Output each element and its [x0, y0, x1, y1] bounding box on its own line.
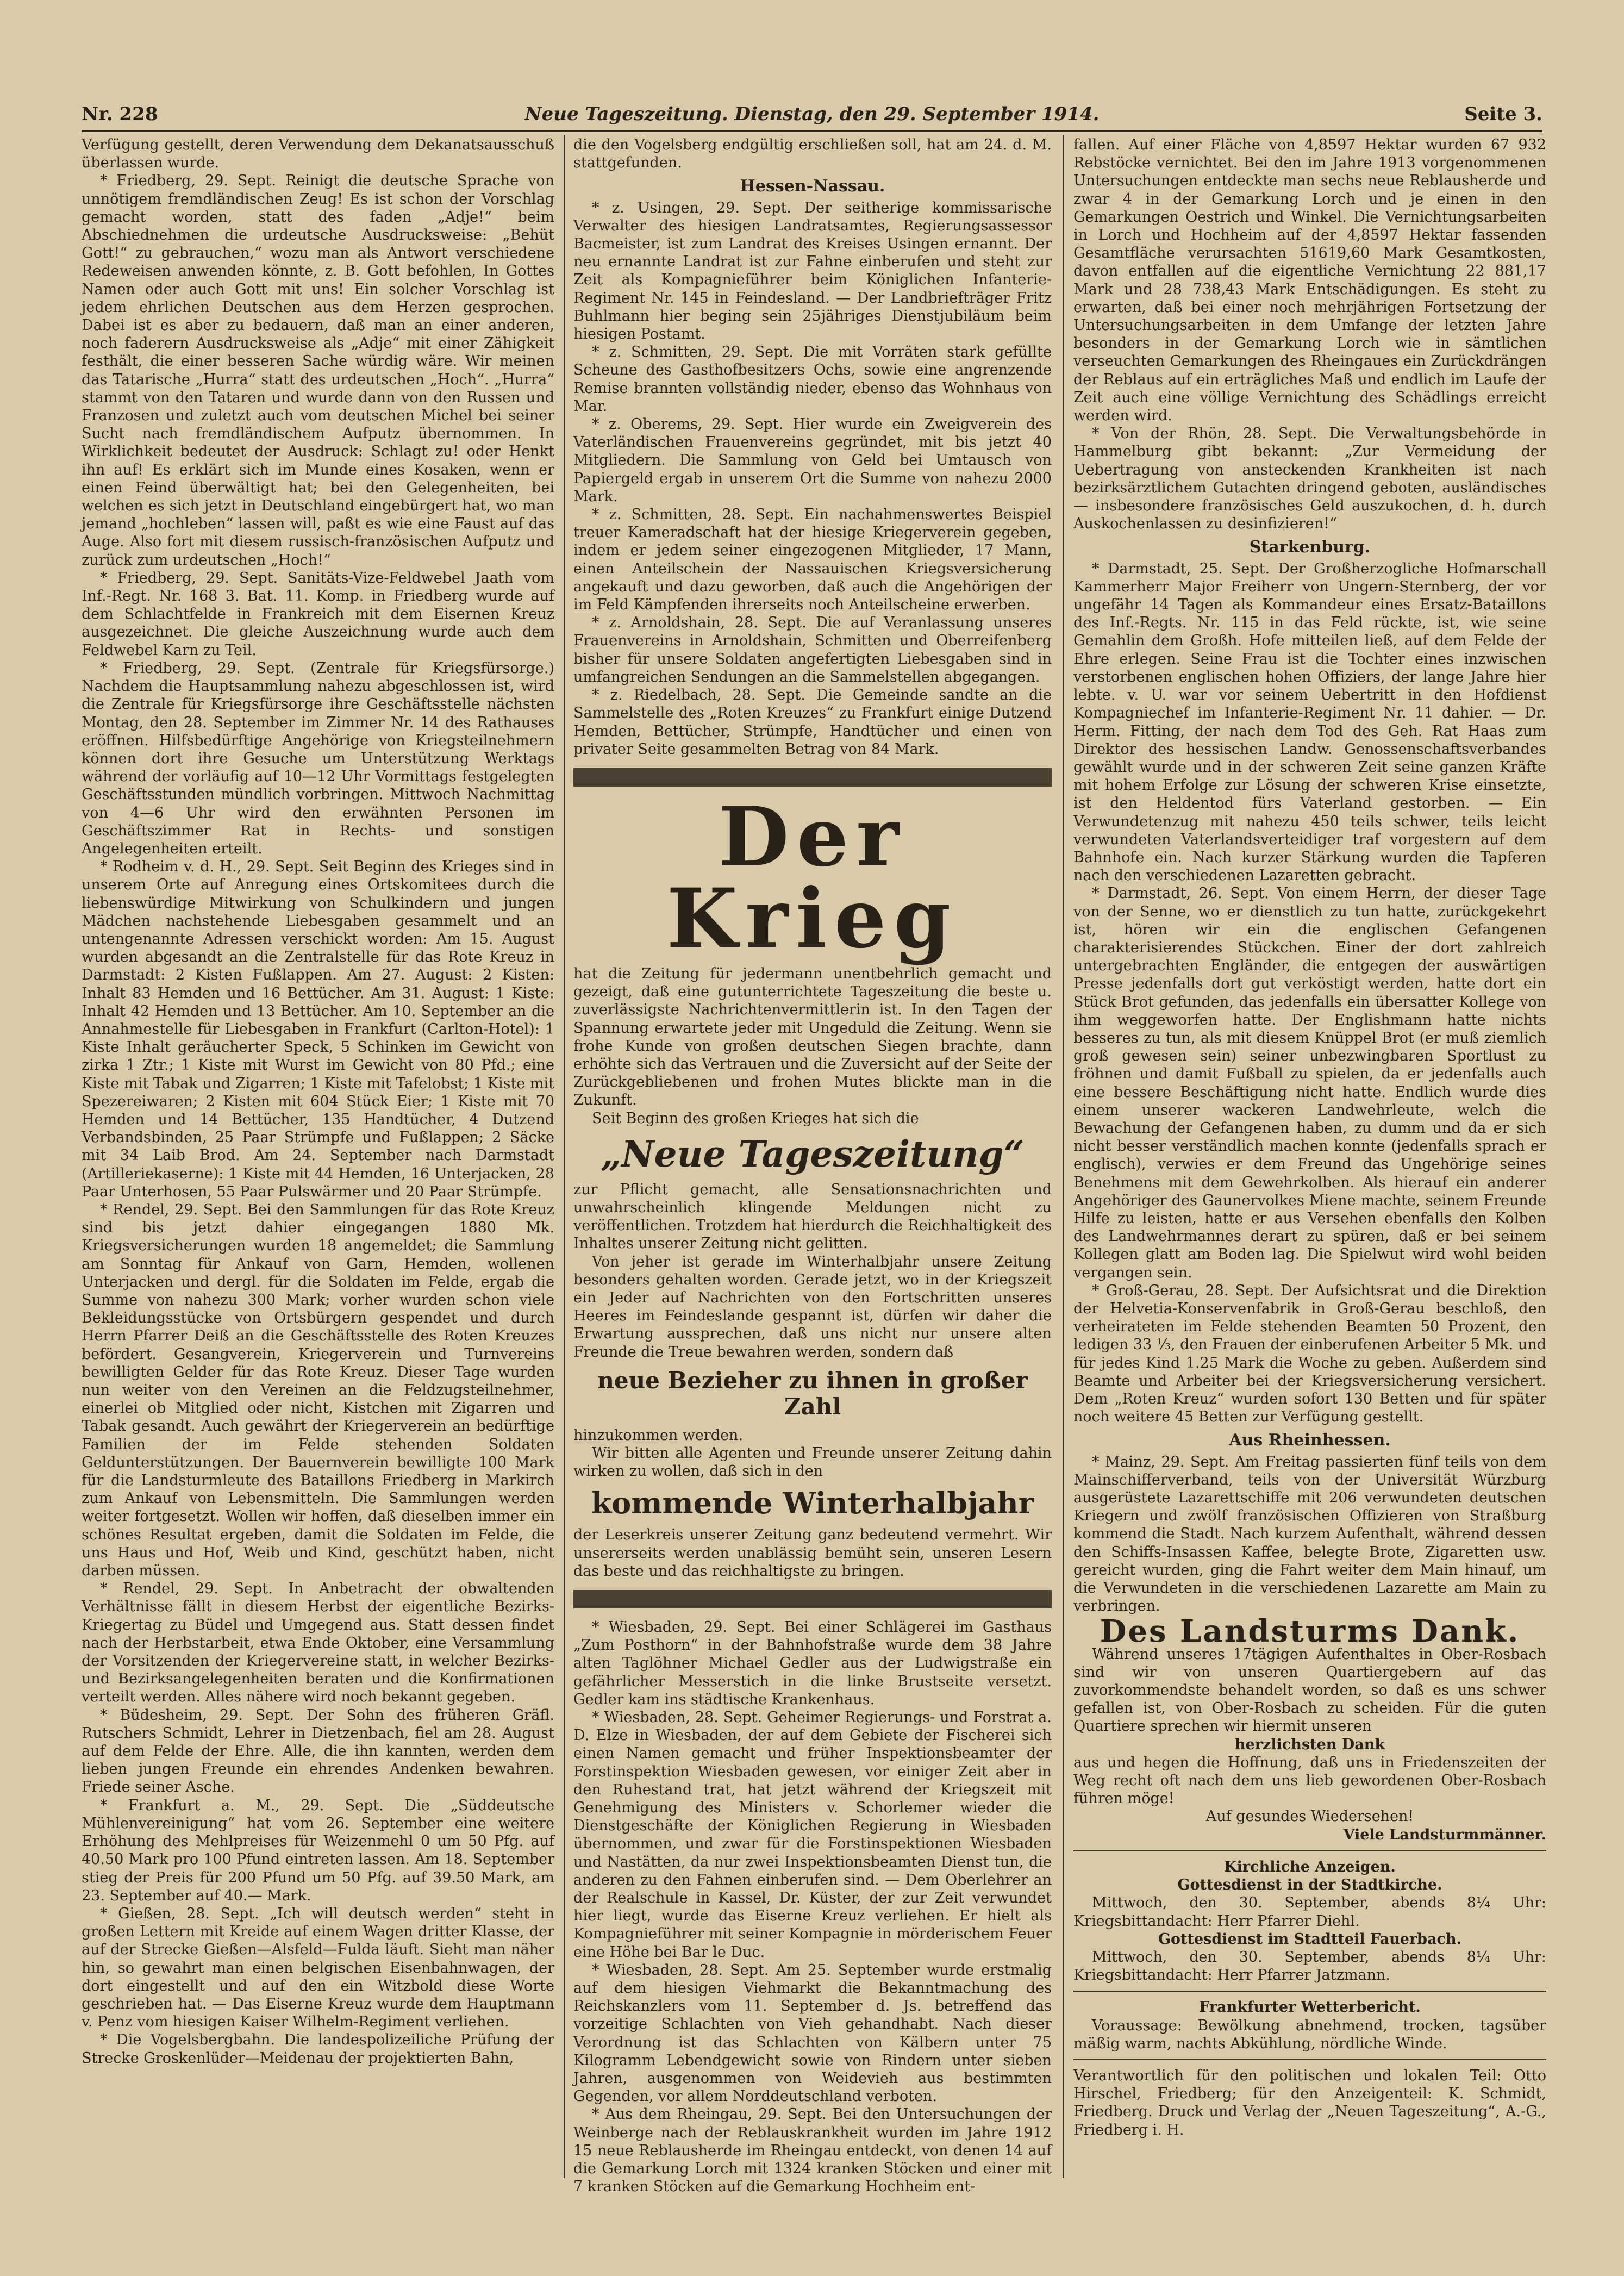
divider: [1073, 1991, 1546, 1992]
article-text: * Friedberg, 29. Sept. (Zentrale für Kriegsfürsorge.) Nachdem die Hauptsammlung nahezu abgeschlossen ist, wird die Zentrale für Kriegsfürsorge ihre Geschäftsstelle nächsten Montag, den 28. September im Zimmer Nr. 14 des Rathauses eröffnen. Hilfsbedürftige Angehörige von Kriegsteilnehmern können dort ihre Gesuche um Unterstützung Werktags während der vorläufig auf 10—12 Uhr Vormittags festgelegten Geschäftsstunden mündlich vorbringen. Mittwoch Nachmittag von 4—6 Uhr wird den erwähnten Personen im Geschäftszimmer Rat in Rechts- und sonstigen Angelegenheiten erteilt.: [82, 659, 554, 857]
weather-text: Voraussage: Bewölkung abnehmend, trocken, tagsüber mäßig warm, nachts Abkühlung, nördliche Winde.: [1073, 2017, 1546, 2052]
divider: [1073, 2059, 1546, 2060]
church-subheading: Gottesdienst im Stadtteil Fauerbach.: [1158, 1930, 1462, 1948]
article-text: * Aus dem Rheingau, 29. Sept. Bei den Untersuchungen der Weinberge nach der Reblauskrankheit wurden im Jahre 1912 15 neue Reblausherde im Rheingau entdeckt, von denen 14 auf die Gemarkung Lorch mit 1324 kranken Stöcken und einer mit 7 kranken Stöcken auf die Gemarkung Hochheim ent-: [573, 2106, 1052, 2196]
divider: [1073, 1850, 1546, 1851]
article-text: * Groß-Gerau, 28. Sept. Der Aufsichtsrat und die Direktion der Helvetia-Konservenfabrik in Groß-Gerau beschloß, den verheirateten im Felde stehenden Beamten 50 Prozent, den ledigen 33 ⅓, den Frauen der einberufenen Arbeiter 5 Mk. und für jedes Kind 1.25 Mark die Woche zu geben. Außerdem sind Beamte und Arbeiter bei der Kriegsversicherung versichert. Dem „Roten Kreuz“ wurden sofort 130 Betten und für später noch weitere 45 Betten zur Verfügung gestellt.: [1073, 1282, 1546, 1426]
issue-number: Nr. 228: [82, 103, 158, 125]
ad-border-bottom: [573, 1590, 1052, 1608]
page-header: [82, 103, 1542, 127]
article-text: * Gießen, 28. Sept. „Ich will deutsch werden“ steht in großen Lettern mit Kreide auf einem Wagen dritter Klasse, der auf der Strecke Gießen—Alsfeld—Fulda läuft. Sieht man näher hin, so gewahrt man einen belgischen Eisenbahnwagen, der dort eingestellt und auf den ein Witzbold diese Worte geschrieben hat. — Das Eiserne Kreuz wurde dem Hauptmann v. Penz vom hiesigen Kaiser Wilhelm-Regiment verliehen.: [82, 1905, 554, 2031]
ad-headline: Der Krieg: [666, 789, 959, 966]
article-text: * z. Schmitten, 28. Sept. Ein nachahmenswertes Beispiel treuer Kameradschaft hat der hiesige Kriegerverein gegeben, indem er jedem seiner eingezogenen Mitglieder, 17 Mann, einen Anteilschein der Nassauischen Kriegsversicherung angekauft und dazu geworben, daß auch die Angehörigen der im Feld Kämpfenden ihrerseits noch Anteilscheine erwerben.: [573, 506, 1052, 614]
church-text: Mittwoch, den 30. September, abends 8¼ Uhr: Kriegsbittandacht: Herr Pfarrer Diehl.: [1073, 1894, 1546, 1930]
article-text: * Rendel, 29. Sept. Bei den Sammlungen für das Rote Kreuz sind bis jetzt dahier eingegangen 1880 Mk. Kriegsversicherungen wurden 18 angemeldet; die Sammlung am Sonntag für Ankauf von Garn, Hemden, wollenen Unterjacken und dergl. für die Soldaten im Felde, ergab die Summe von nahezu 300 Mark; vorher wurden schon viele Bekleidungsstücke von Ortsbürgern gespendet und durch Herrn Pfarrer Deiß an die Geschäftsstelle des Roten Kreuzes befördert. Gesangverein, Kriegerverein und Turnvereins bewilligten Gelder für das Rote Kreuz. Dieser Tage wurden nun weiter von den Vereinen an die Feldzugsteilnehmer, einerlei ob Mitglied oder nicht, Kistchen mit Zigarren und Tabak gesandt. Auch gewährt der Kriegerverein an bedürftige Familien der im Felde stehenden Soldaten Geldunterstützungen. Der Bauernverein bewilligte 100 Mark für die Landsturmleute des Bataillons Friedberg in Markirch zum Ankauf von Lebensmitteln. Die Sammlungen werden weiter fortgesetzt. Wollen wir hoffen, daß dieselben immer ein schönes Resultat ergeben, damit die Soldaten im Felde, die uns Haus und Hof, Weib und Kind, geschützt haben, nicht darben müssen.: [82, 1201, 554, 1580]
ad-winter-line: kommende Winterhalbjahr: [591, 1486, 1034, 1521]
header-rule: [82, 130, 1542, 132]
article-text: die den Vogelsberg endgültig erschließen soll, hat am 24. d. M. stattgefunden.: [573, 136, 1052, 172]
article-text: Verfügung gestellt, deren Verwendung dem Dekanatsausschuß überlassen wurde.: [82, 136, 554, 172]
dank-emphasis: herzlichsten Dank: [1234, 1736, 1385, 1753]
section-heading: Starkenburg.: [1249, 538, 1371, 557]
ad-text: der Leserkreis unserer Zeitung ganz bedeutend vermehrt. Wir unsererseits werden unablässig bemüht sein, unseren Lesern das beste und das reichhaltigste zu bringen.: [573, 1526, 1052, 1580]
weather-heading: Frankfurter Wetterbericht.: [1199, 1999, 1421, 2016]
article-text: * z. Riedelbach, 28. Sept. Die Gemeinde sandte an die Sammelstelle des „Roten Kreuzes“ zu Frankfurt einige Dutzend Hemden, Bettücher, Strümpfe, Handtücher und einen von privater Seite gesammelten Betrag von 84 Mark.: [573, 687, 1052, 758]
dank-text: Während unseres 17tägigen Aufenthaltes in Ober-Rosbach sind wir von unseren Quartiergebern auf das zuvorkommendste behandelt worden, so daß es uns schwer gefallen ist, von Ober-Rosbach zu scheiden. Für die guten Quartiere sprechen wir hiermit unseren: [1073, 1645, 1546, 1735]
dank-signature: Viele Landsturmmänner.: [1343, 1826, 1546, 1843]
page-number: Seite 3.: [1464, 103, 1542, 125]
imprint-text: Verantwortlich für den politischen und lokalen Teil: Otto Hirschel, Friedberg; für den Anzeigenteil: K. Schmidt, Friedberg. Druck und Verlag der „Neuen Tageszeitung“, A.-G., Friedberg i. H.: [1073, 2067, 1546, 2138]
ad-text: Seit Beginn des großen Krieges hat sich die: [592, 1109, 919, 1127]
article-text: * Wiesbaden, 29. Sept. Bei einer Schlägerei im Gasthaus „Zum Posthorn“ in der Bahnhofstraße wurde dem 38 Jahre alten Taglöhner Michael Gedler aus der Ludwigstraße ein gefährlicher Messerstich in die linke Brustseite versetzt. Gedler kam ins städtische Krankenhaus.: [573, 1618, 1052, 1708]
article-text: fallen. Auf einer Fläche von 4,8597 Hektar wurden 67 932 Rebstöcke vernichtet. Bei den im Jahre 1913 vorgenommenen Untersuchungen entdeckte man sechs neue Reblausherde und zwar 4 in der Gemarkung Lorch und je einen in den Gemarkungen Oestrich und Winkel. Die Vernichtungsarbeiten in Lorch und Hochheim auf der 4,8597 Hektar fassenden Gesamtfläche verursachten 51619,60 Mark Gesamtkosten, davon entfallen auf die eigentliche Vernichtung 22 881,17 Mark und 28 738,43 Mark Entschädigungen. Es steht zu erwarten, daß bei einer noch mehrjährigen Fortsetzung der Untersuchungsarbeiten in dem Umfange der letzten Jahre besonders in der Gemarkung Lorch wie in sämtlichen verseuchten Gemarkungen des Rheingaues ein Zurückdrängen der Reblaus auf ein erträgliches Maß und endlich im Laufe der Zeit auch eine völlige Vernichtung des Schädlings erreicht werden wird.: [1073, 136, 1546, 425]
article-text: * z. Arnoldshain, 28. Sept. Die auf Veranlassung unseres Frauenvereins in Arnoldshain, Schmitten und Oberreifenberg bisher für unsere Soldaten angefertigten Liebesgaben sind in umfangreichen Sendungen an die Sammelstellen abgegangen.: [573, 614, 1052, 685]
article-text: * Friedberg, 29. Sept. Reinigt die deutsche Sprache von unnötigem fremdländischen Zeug! Es ist schon der Vorschlag gemacht worden, statt des faden „Adje!“ beim Abschiednehmen die urdeutsche Ausdrucksweise: „Behüt Gott!“ zu gebrauchen,“ wozu man als Antwort verschiedene Redeweisen anwenden könnte, z. B. Gott befohlen, In Gottes Namen oder auch Gott mit uns! Ein solcher Vorschlag ist jedem ehrlichen Deutschen aus dem Herzen gesprochen. Dabei ist es aber zu bedauern, daß man an einer anderen, noch faderern Ausdrucksweise als „Adje“ mit einer Zähigkeit festhält, die einer besseren Sache würdig wäre. Wir meinen das Tatarische „Hurra“ statt des urdeutschen „Hoch“. „Hurra“ stammt von den Tataren und wurde dann von den Russen und Franzosen und zuletzt auch vom deutschen Michel bei seiner Sucht nach fremdländischem Aufputz übernommen. In Wirklichkeit bedeutet der Ausdruck: Schlagt zu! oder Henkt ihn auf! Es erklärt sich im Munde eines Kosaken, wenn er einen Feind überwältigt hat; bei den Gelegenheiten, bei welchen es sich jetzt in Deutschland eingebürgert hat, wo man jemand „hochleben“ lassen will, paßt es wie eine Faust auf das Auge. Also fort mit diesem russisch-französischen Aufputz und zurück zum urdeutschen „Hoch!“: [82, 172, 554, 569]
ad-subscriber-line: neue Bezieher zu ihnen in großer Zahl: [597, 1367, 1028, 1420]
article-text: * Wiesbaden, 28. Sept. Am 25. September wurde erstmalig auf dem hiesigen Viehmarkt die Bekanntmachung des Reichskanzlers vom 11. September d. Js. betreffend das vorzeitige Schlachten von Vieh gehandhabt. Nach dieser Verordnung ist das Schlachten von Kälbern unter 75 Kilogramm Lebendgewicht sowie von Rindern unter sieben Jahren, ausgenommen von Weidevieh aus bestimmten Gegenden, vor allem Norddeutschland verboten.: [573, 1961, 1052, 2105]
section-heading: Aus Rheinhessen.: [1229, 1431, 1391, 1450]
column-divider: [564, 135, 565, 2178]
dank-text: aus und hegen die Hoffnung, daß uns in Friedenszeiten der Weg recht oft nach dem uns lieb gewordenen Ober-Rosbach führen möge!: [1073, 1754, 1546, 1807]
article-text: * Rodheim v. d. H., 29. Sept. Seit Beginn des Krieges sind in unserem Orte auf Anregung eines Ortskomitees durch die liebenswürdige Mitwirkung von Schulkindern und jungen Mädchen nachstehende Liebesgaben gesammelt und an untengenannte Adressen verschickt worden: Am 15. August wurden abgesandt an die Zentralstelle für das Rote Kreuz in Darmstadt: 2 Kisten Fußlappen. Am 27. August: 2 Kisten: Inhalt 83 Hemden und 16 Bettücher. Am 31. August: 1 Kiste: Inhalt 42 Hemden und 13 Bettücher. Am 10. September an die Annahmestelle für Liebesgaben in Frankfurt (Carlton-Hotel): 1 Kiste Inhalt geräucherter Speck, 5 Schinken im Gewicht von zirka 1 Ztr.; 1 Kiste mit Wurst im Gewicht von 80 Pfd.; eine Kiste mit Tabak und Zigarren; 1 Kiste mit Tafelobst; 1 Kiste mit Spezereiwaren; 2 Kisten mit 604 Stück Eier; 1 Kiste mit 70 Hemden und 14 Bettücher, 135 Handtücher, 4 Dutzend Verbandsbinden, 25 Paar Strümpfe und Fußlappen; 2 Säcke mit 34 Laib Brod. Am 24. September nach Darmstadt (Artilleriekaserne): 1 Kiste mit 44 Hemden, 16 Unterjacken, 28 Paar Unterhosen, 55 Paar Pulswärmer und 20 Paar Strümpfe.: [82, 858, 554, 1200]
dank-heading: Des Landsturms Dank.: [1100, 1613, 1520, 1650]
column-1: [82, 136, 554, 2067]
article-text: * Rendel, 29. Sept. In Anbetracht der obwaltenden Verhältnisse fällt in diesem Herbst der eigentliche Bezirks-Kriegertag zu Büdel und Umgegend aus. Statt dessen findet nach der Herbstarbeit, etwa Ende Oktober, eine Versammlung der Vorsitzenden der Kriegervereine statt, in welcher Bezirks- und Bezirksangelegenheiten beraten und die Konfirmationen verteilt werden. Alles nähere wird noch bekannt gegeben.: [82, 1580, 554, 1706]
masthead-line: Neue Tageszeitung. Dienstag, den 29. September 1914.: [524, 103, 1100, 125]
article-text: * Von der Rhön, 28. Sept. Die Verwaltungsbehörde in Hammelburg gibt bekannt: „Zur Vermeidung der Uebertragung von ansteckenden Krankheiten ist nach bezirksärztlichem Gutachten dringend geboten, ausländisches — insbesondere französisches Geld auszukochen, d. h. durch Auskochenlassen zu desinfizieren!“: [1073, 425, 1546, 533]
article-text: * Darmstadt, 25. Sept. Der Großherzogliche Hofmarschall Kammerherr Major Freiherr von Ungern-Sternberg, der vor ungefähr 14 Tagen als Kommandeur eines Ersatz-Bataillons des Inf.-Regts. Nr. 115 in das Feld rückte, ist, wie seine Gemahlin dem Großh. Hofe mitteilen ließ, auf dem Felde der Ehre erlegen. Seine Frau ist die Tochter eines inzwischen verstorbenen englischen hohen Offiziers, der lange Jahre hier lebte. v. U. war vor seinem Uebertritt in den Hofdienst Kompagniechef im Infanterie-Regiment Nr. 11 dahier. — Dr. Herm. Fitting, der nach dem Tod des Geh. Rat Haas zum Direktor des hessischen Landw. Genossenschaftsverbandes gewählt wurde und in der schweren Zeit seine ganzen Kräfte mit hohem Erfolge zur Lösung der schweren Krise einsetzte, ist den Heldentod fürs Vaterland gestorben. — Ein Verwundetenzug mit nahezu 450 teils schwer, teils leicht verwundeten Vaterlandsverteidiger traf vorgestern auf dem Bahnhofe ein. Nach kurzer Stärkung wurden die Tapferen nach den verschiedenen Lazaretten gebracht.: [1073, 560, 1546, 884]
article-text: * Frankfurt a. M., 29. Sept. Die „Süddeutsche Mühlenvereinigung“ hat vom 26. September eine weitere Erhöhung des Mehlpreises für Weizenmehl 0 um 50 Pfg. auf 40.50 Mark pro 100 Pfund eintreten lassen. Am 18. September stieg der Preis für 200 Pfund um 50 Pfg. auf 39.50 Mark, am 23. September auf 40.— Mark.: [82, 1797, 554, 1904]
ad-text: Von jeher ist gerade im Winterhalbjahr unsere Zeitung besonders gehalten worden. Gerade jetzt, wo in der Kriegszeit ein Jeder auf Nachrichten von den Fortschritten unseres Heeres im Feindeslande gespannt ist, dürfen wir daher die Erwartung aussprechen, daß uns nicht nur unsere alten Freunde die Treue bewahren werden, sondern daß: [573, 1253, 1052, 1361]
article-text: * z. Oberems, 29. Sept. Hier wurde ein Zweigverein des Vaterländischen Frauenvereins gegründet, mit bis jetzt 40 Mitgliedern. Die Sammlung von Geld bei Umtausch von Papiergeld ergab in unserem Ort die Summe von nahezu 2000 Mark.: [573, 416, 1052, 505]
column-3: [1073, 136, 1546, 2139]
article-text: * Mainz, 29. Sept. Am Freitag passierten fünf teils von dem Mainschifferverband, teils von der Universität Würzburg ausgerüstete Lazarettschiffe mit 206 verwundeten deutschen Kriegern und zwölf französischen Offizieren von Straßburg kommend die Stadt. Nach kurzem Aufenthalt, während dessen den Schiffs-Insassen Kaffee, belegte Brote, Zigaretten usw. gereicht wurden, ging die Fahrt weiter dem Main hinauf, um die Verwundeten in die verschiedenen Lazarette am Main zu verbringen.: [1073, 1453, 1546, 1615]
article-text: * z. Usingen, 29. Sept. Der seitherige kommissarische Verwalter des hiesigen Landratsamtes, Regierungsassessor Bacmeister, ist zum Landrat des Kreises Usingen ernannt. Der neu ernannte Landrat ist zur Fahne einberufen und steht zur Zeit als Kompagnieführer beim Königlichen Infanterie-Regiment Nr. 145 in Feindesland. — Der Landbriefträger Fritz Buhlmann hier beging sein 25jähriges Dienstjubiläum beim hiesigen Postamt.: [573, 199, 1052, 343]
church-subheading: Gottesdienst in der Stadtkirche.: [1177, 1876, 1442, 1894]
ad-text: hinzukommen werden.: [573, 1426, 744, 1444]
church-text: Mittwoch, den 30. September, abends 8¼ Uhr: Kriegsbittandacht: Herr Pfarrer Jatzmann.: [1073, 1948, 1546, 1984]
article-text: * Wiesbaden, 28. Sept. Geheimer Regierungs- und Forstrat a. D. Elze in Wiesbaden, der auf dem Gebiete der Fischerei sich einen Namen gemacht und früher Inspektionsbeamter der Forstinspektion Wiesbaden gewesen, vor einiger Zeit aber in den Ruhestand trat, hat jetzt während der Kriegszeit mit Genehmigung des Ministers v. Schorlemer wieder die Dienstgeschäfte der Königlichen Regierung in Wiesbaden übernommen, und zwar für die Forstinspektionen Wiesbaden und Nastätten, da nur zwei Inspektionsbeamten Dienst tun, die anderen zu den Fahnen einberufen sind. — Dem Oberlehrer an der Realschule in Kassel, Dr. Küster, der zur Zeit verwundet hier liegt, wurde das Eiserne Kreuz verliehen. Er hielt als Kompagnieführer mit seiner Kompagnie in mörderischem Feuer eine Höhe bei Bar le Duc.: [573, 1709, 1052, 1961]
column-divider: [1063, 135, 1064, 2178]
section-heading: Hessen-Nassau.: [740, 177, 885, 196]
ad-newspaper-name: „Neue Tageszeitung“: [601, 1132, 1025, 1175]
article-text: * Büdesheim, 29. Sept. Der Sohn des früheren Gräfl. Rutschers Schmidt, Lehrer in Dietzenbach, fiel am 28. August auf dem Felde der Ehre. Alle, die ihn kannten, werden dem lieben jungen Freunde ein ehrendes Andenken bewahren. Friede seiner Asche.: [82, 1706, 554, 1796]
article-text: * Darmstadt, 26. Sept. Von einem Herrn, der dieser Tage von der Senne, wo er dienstlich zu tun hatte, zurückgekehrt ist, hören wir ein die englischen Gefangenen charakterisierendes Stückchen. Einer der dort zahlreich untergebrachten Engländer, die entgegen der auswärtigen Presse jedenfalls dort gut verköstigt werden, hatte dort ein Stück Brot gefunden, das jedenfalls ein übersatter Kollege von ihm weggeworfen hatte. Der Englishmann hatte nichts besseres zu tun, als mit diesem Knüppel Brot (er muß ziemlich groß gewesen sein) seiner unbezwingbaren Sportlust zu fröhnen und damit Fußball zu spielen, da er jedenfalls auch eine bessere Beschäftigung nicht hatte. Endlich wurde dies einem unserer wackeren Landwehrleute, welch die Bewachung der Gefangenen haben, zu dumm und da er sich nicht besser verständlich machen konnte (jedenfalls sprach er englisch), verwies er dem Freund das Ungehörige seines Benehmens mit dem Gewehrkolben. Als hierauf ein anderer Angehöriger des Gaunervolkes Miene machte, seinem Freunde Hilfe zu leisten, hatte er aus Versehen ebenfalls den Kolben des Landwehrmannes derart zu spüren, daß er bei seinem Kollegen glatt am Boden lag. Die Spielwut wird wohl beiden vergangen sein.: [1073, 885, 1546, 1281]
ad-text: zur Pflicht gemacht, alle Sensationsnachrichten und unwahrscheinlich klingende Meldungen nicht zu veröffentlichen. Trotzdem hat hierdurch die Reichhaltigkeit des Inhaltes unserer Zeitung nicht gelitten.: [573, 1181, 1052, 1252]
dank-farewell: Auf gesundes Wiedersehen!: [1205, 1808, 1414, 1825]
article-text: * Friedberg, 29. Sept. Sanitäts-Vize-Feldwebel Jaath vom Inf.-Regt. Nr. 168 3. Bat. 11. Komp. in Friedberg wurde auf dem Schlachtfelde in Frankreich mit dem Eisernen Kreuz ausgezeichnet. Die gleiche Auszeichnung wurde auch dem Feldwebel Karn zu Teil.: [82, 569, 554, 659]
church-heading: Kirchliche Anzeigen.: [1224, 1858, 1396, 1875]
article-text: * Die Vogelsbergbahn. Die landespolizeiliche Prüfung der Strecke Groskenlüder—Meidenau der projektierten Bahn,: [82, 2031, 554, 2067]
ad-text: hat die Zeitung für jedermann unentbehrlich gemacht und gezeigt, daß eine gutunterrichtete Tageszeitung die beste u. zuverlässigste Nachrichtenvermittlerin ist. In den Tagen der Spannung erwartete jeder mit Ungeduld die Zeitung. Wenn sie frohe Kunde von großen deutschen Siegen brachte, dann erhöhte sich das Vertrauen und die Zuversicht auf der Seite der Zurückgebliebenen und frohen Mutes blickte man in die Zukunft.: [573, 965, 1052, 1109]
column-2: [573, 136, 1052, 2196]
ad-text: Wir bitten alle Agenten und Freunde unserer Zeitung dahin wirken zu wollen, daß sich in den: [573, 1444, 1052, 1480]
article-text: * z. Schmitten, 29. Sept. Die mit Vorräten stark gefüllte Scheune des Gasthofbesitzers Ochs, sowie eine angrenzende Remise brannten vollständig nieder, ebenso das Wohnhaus von Mar.: [573, 344, 1052, 415]
ad-border-top: [573, 768, 1052, 787]
